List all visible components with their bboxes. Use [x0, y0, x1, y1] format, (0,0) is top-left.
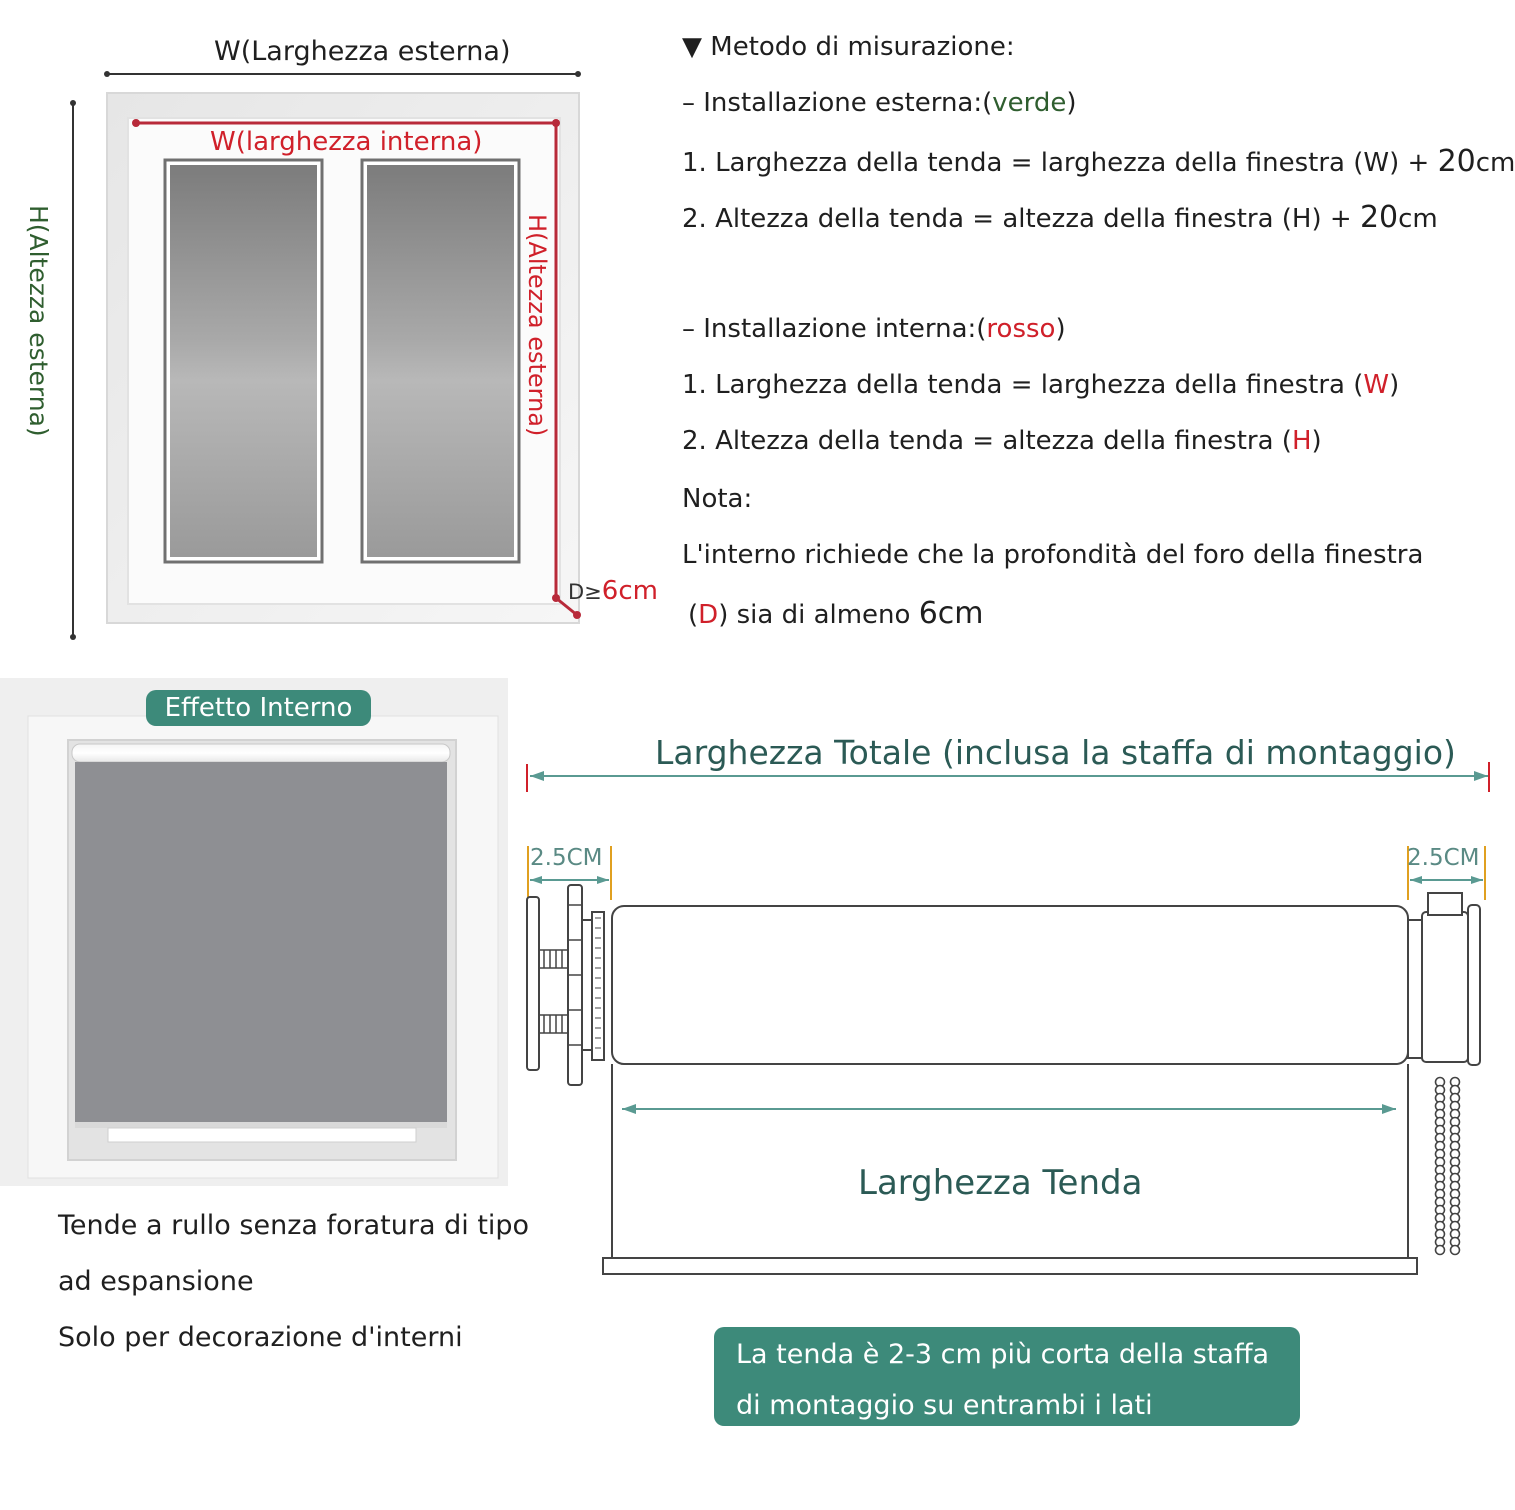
- internal-line2-prefix: 2. Altezza della tenda = altezza della finestra (: [682, 426, 1292, 456]
- external-line2-prefix: 2. Altezza della tenda = altezza della finestra (H) +: [682, 204, 1360, 234]
- note-label: Nota:: [682, 484, 753, 514]
- left-gap-label: 2.5CM: [530, 845, 603, 871]
- external-title-suffix: ): [1066, 88, 1077, 118]
- external-line2: [682, 200, 1438, 235]
- roller-note-line2: di montaggio su entrambi i lati: [736, 1390, 1153, 1421]
- effect-desc-3: Solo per decorazione d'interni: [58, 1322, 463, 1353]
- internal-line2: [682, 426, 1322, 456]
- internal-title-color: rosso: [986, 314, 1056, 344]
- method-heading: ▼ Metodo di misurazione:: [682, 32, 1015, 62]
- right-gap-label: 2.5CM: [1407, 845, 1480, 871]
- total-width-label: Larghezza Totale (inclusa la staffa di montaggio): [655, 733, 1456, 772]
- external-line1: [682, 144, 1515, 179]
- roller-note-line1: La tenda è 2-3 cm più corta della staffa: [736, 1339, 1270, 1370]
- internal-title-suffix: ): [1055, 314, 1066, 344]
- effect-badge: Effetto Interno: [146, 690, 371, 726]
- note-line1: L'interno richiede che la profondità del foro della finestra: [682, 540, 1424, 570]
- note-line2: [688, 596, 984, 631]
- inner-height-label: H(Altezza esterna): [523, 214, 551, 437]
- depth-prefix: D≥: [568, 580, 602, 604]
- outer-height-label: H(Altezza esterna): [24, 205, 53, 437]
- note-line2-value: 6cm: [918, 596, 984, 631]
- roller-note-badge: [714, 1327, 1300, 1426]
- internal-line2-var: H: [1291, 426, 1312, 456]
- outer-width-label: W(Larghezza esterna): [214, 36, 511, 67]
- internal-line1-suffix: ): [1389, 370, 1400, 400]
- inner-width-label: W(larghezza interna): [210, 127, 483, 157]
- chain-bead: [1451, 1246, 1460, 1255]
- external-line2-unit: cm: [1398, 204, 1438, 234]
- depth-label: [568, 576, 658, 606]
- internal-title-prefix: – Installazione interna:(: [682, 314, 987, 344]
- note-line2-close: ): [718, 600, 729, 630]
- external-title: [682, 88, 1077, 118]
- external-line1-unit: cm: [1475, 148, 1515, 178]
- external-title-prefix: – Installazione esterna:(: [682, 88, 993, 118]
- internal-title: [682, 314, 1066, 344]
- effect-desc-2: ad espansione: [58, 1266, 254, 1297]
- internal-line1-prefix: 1. Larghezza della tenda = larghezza della finestra (: [682, 370, 1364, 400]
- internal-line1: [682, 370, 1399, 400]
- internal-line1-var: W: [1363, 370, 1390, 400]
- internal-line2-suffix: ): [1311, 426, 1322, 456]
- external-line1-num: 20: [1437, 144, 1476, 179]
- external-line2-num: 20: [1359, 200, 1399, 235]
- effect-desc-1: Tende a rullo senza foratura di tipo: [58, 1210, 530, 1241]
- note-line2-text: sia di almeno: [728, 600, 919, 630]
- external-line1-prefix: 1. Larghezza della tenda = larghezza della finestra (W) +: [682, 148, 1438, 178]
- external-title-color: verde: [992, 88, 1067, 118]
- chain-bead: [1436, 1246, 1445, 1255]
- note-line2-open: (: [688, 600, 699, 630]
- note-line2-var: D: [698, 600, 719, 630]
- depth-value: 6cm: [601, 576, 658, 606]
- curtain-width-label: Larghezza Tenda: [858, 1163, 1143, 1203]
